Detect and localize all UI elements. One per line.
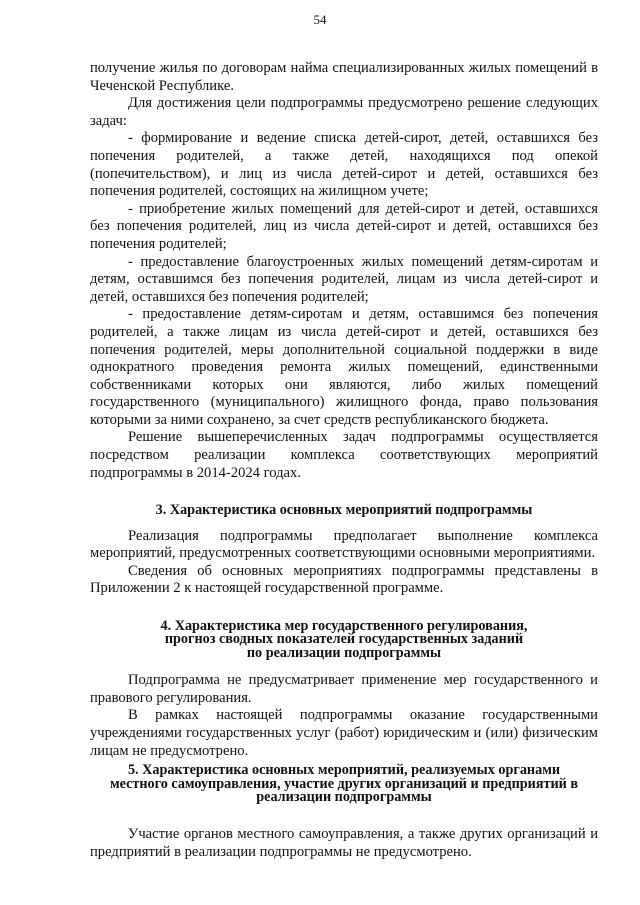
paragraph: Решение вышеперечисленных задач подпрограммы осуществляется посредством реализации комплекса соответствующих мероприятий подпрограммы в 2014-2024 годах.	[90, 429, 598, 481]
page-number: 54	[313, 12, 327, 27]
paragraph: получение жилья по договорам найма специализированных жилых помещений в Чеченской Республике.	[90, 60, 598, 94]
heading-line: 5. Характеристика основных мероприятий, реализуемых органами	[127, 762, 561, 779]
heading-line: по реализации подпрограммы	[246, 644, 442, 661]
paragraph: Сведения об основных мероприятиях подпрограммы представлены в Приложении 2 к настоящей государственной программе.	[90, 562, 598, 597]
paragraph: Для достижения цели подпрограммы предусмотрено решение следующих задач:	[90, 95, 598, 129]
paragraph: В рамках настоящей подпрограммы оказание государственными учреждениями государственных услуг (работ) юридическим и (или) физическим лицам не предусмотрено.	[90, 707, 598, 759]
list-item: - предоставление благоустроенных жилых помещений детям-сиротам и детям, оставшимся без попечения родителей, лицам из числа детей-сирот и детей, оставшихся без попечения родителей;	[90, 253, 598, 305]
heading-line: 4. Характеристика мер государственного регулирования,	[160, 618, 528, 635]
section-4-heading	[90, 620, 598, 660]
paragraph: Подпрограмма не предусматривает применение мер государственного и правового регулирования.	[90, 672, 598, 706]
section-3-heading: 3. Характеристика основных мероприятий подпрограммы	[155, 502, 533, 519]
list-item: - предоставление детям-сиротам и детям, оставшимся без попечения родителей, а также лицам из числа детей-сирот и детей, оставшихся без попечения родителей, меры дополнительной социальной поддержки в виде однократного проведения ремонта жилых помещений, единственными собственниками которых они являются, либо жилых помещений государственного (муниципального) жилищного фонда, право пользования которыми за ними сохранено, за счет средств республиканского бюджета.	[90, 306, 598, 428]
heading-line: прогноз сводных показателей государственных заданий	[164, 631, 524, 648]
list-item: - приобретение жилых помещений для детей-сирот и детей, оставшихся без попечения родителей, лиц из числа детей-сирот и детей, оставшихся без попечения родителей;	[90, 200, 598, 252]
section-5-heading	[90, 764, 598, 804]
paragraph: Реализация подпрограммы предполагает выполнение комплекса мероприятий, предусмотренных соответствующими основными мероприятиями.	[90, 527, 598, 562]
heading-line: реализации подпрограммы	[256, 789, 432, 806]
paragraph: Участие органов местного самоуправления, а также других организаций и предприятий в реализации подпрограммы не предусмотрено.	[90, 826, 598, 861]
heading-line: местного самоуправления, участие других организаций и предприятий в	[109, 775, 579, 792]
list-item: - формирование и ведение списка детей-сирот, детей, оставшихся без попечения родителей, а также детей, находящихся под опекой (попечительством), и лиц из числа детей-сирот и детей, оставшихся без попечения родителей, состоящих на жилищном учете;	[90, 130, 598, 200]
document-body	[90, 60, 598, 862]
